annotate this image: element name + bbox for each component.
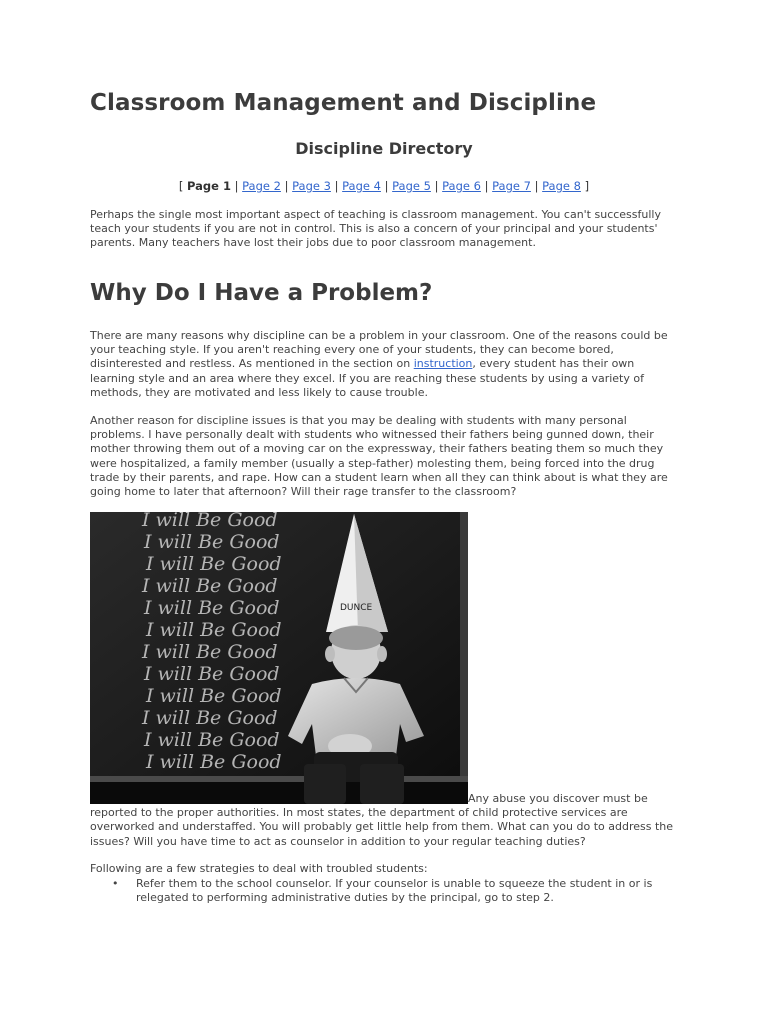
pager-separator: | — [230, 179, 243, 193]
pager-link-page-7[interactable]: Page 7 — [492, 179, 531, 193]
chalkboard-line: I will Be Good — [142, 512, 278, 531]
chalkboard-line: I will Be Good — [146, 685, 282, 707]
reasons-paragraph — [90, 329, 676, 400]
photo-illustration — [90, 512, 468, 804]
page-navigation — [90, 179, 678, 193]
abuse-paragraph — [90, 792, 678, 849]
chalkboard-line: I will Be Good — [146, 751, 282, 773]
pager-link-page-8[interactable]: Page 8 — [542, 179, 581, 193]
chalkboard-line: I will Be Good — [142, 575, 278, 597]
chalkboard-line: I will Be Good — [146, 619, 282, 641]
page-subtitle: Discipline Directory — [295, 139, 473, 158]
intro-paragraph: Perhaps the single most important aspect of teaching is classroom management. You can't successfully teach your students if you are not in control. This is also a concern of your principal and your students' parents. Many teachers have lost their jobs due to poor classroom management. — [90, 208, 661, 250]
list-item — [90, 877, 680, 905]
section-heading: Why Do I Have a Problem? — [90, 280, 433, 306]
pager-separator: | — [530, 179, 543, 193]
abuse-text-first-line: Any abuse you discover must be — [468, 792, 648, 805]
abuse-text-rest: reported to the proper authorities. In most states, the department of child protective services are overworked and understaffed. You will probably get little help from them. What can you do to address the issues? Will you have time to act as counselor in addition to your regular teaching duties? — [90, 806, 674, 848]
pager-current-page: Page 1 — [187, 179, 231, 193]
pager-separator: | — [430, 179, 443, 193]
pager-separator: | — [280, 179, 293, 193]
chalkboard-line: I will Be Good — [144, 531, 280, 553]
reasons-text-start: There are many reasons why discipline can be a problem in your classroom. One of the reasons could be your teaching style. If you aren't reaching every one of your students, they can become bored, disinterested and restless. As mentioned in the section on — [90, 329, 668, 371]
pager-link-page-4[interactable]: Page 4 — [342, 179, 381, 193]
page-title: Classroom Management and Discipline — [90, 90, 597, 116]
pager-link-page-3[interactable]: Page 3 — [292, 179, 331, 193]
personal-problems-paragraph: Another reason for discipline issues is that you may be dealing with students with many personal problems. I have personally dealt with students who witnessed their fathers being gunned down, their mother throwing them out of a moving car on the expressway, their fathers beating them so much they were hospitalized, a family member (usually a step-father) molesting them, being forced into the drug trade by their parents, and rape. How can a student learn when all they can think about is what they are going home to later that afternoon? Will their rage transfer to the classroom? — [90, 414, 668, 499]
pager-close-bracket: ] — [580, 179, 590, 193]
strategies-list — [90, 877, 680, 905]
chalkboard-line: I will Be Good — [142, 707, 278, 729]
chalkboard-line: I will Be Good — [146, 553, 282, 575]
strategies-intro: Following are a few strategies to deal with troubled students: — [90, 862, 428, 875]
dunce-boy-photo — [90, 512, 468, 804]
pager-separator: | — [480, 179, 493, 193]
reasons-text-end: , every student has their own learning style and an area where they excel. If you are reaching these students by using a variety of methods, they are motivated and less likely to cause trouble. — [90, 357, 644, 399]
chalkboard-line: I will Be Good — [144, 663, 280, 685]
list-item-text: Refer them to the school counselor. If your counselor is unable to squeeze the student in or is relegated to performing administrative duties by the principal, go to step 2. — [136, 877, 653, 905]
pager-separator: | — [380, 179, 393, 193]
bullet-icon: • — [112, 877, 119, 890]
pager-link-page-2[interactable]: Page 2 — [242, 179, 281, 193]
pager-open-bracket: [ — [178, 179, 188, 193]
dunce-hat-label: DUNCE — [340, 603, 373, 613]
chalkboard-line: I will Be Good — [142, 641, 278, 663]
pager-link-page-6[interactable]: Page 6 — [442, 179, 481, 193]
pager-link-page-5[interactable]: Page 5 — [392, 179, 431, 193]
instruction-link[interactable]: instruction — [413, 357, 473, 371]
chalkboard-line: I will Be Good — [144, 597, 280, 619]
chalkboard-line: I will Be Good — [144, 729, 280, 751]
pager-separator: | — [330, 179, 343, 193]
